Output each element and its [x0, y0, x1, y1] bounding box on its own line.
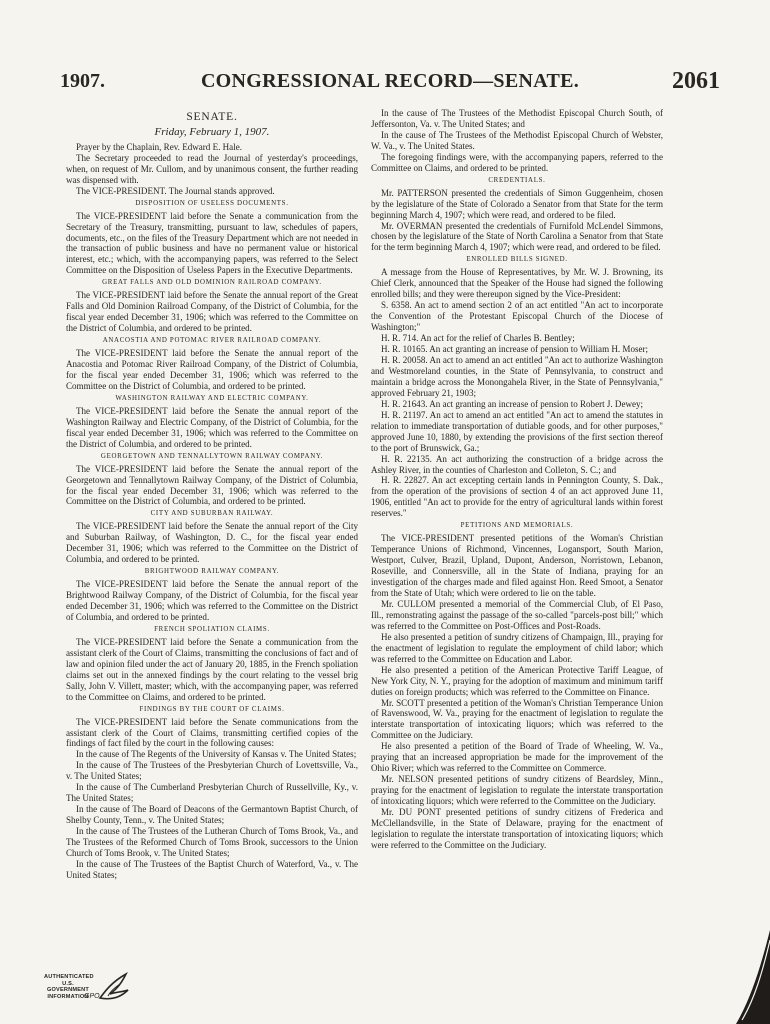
heading-washington-railway: WASHINGTON RAILWAY AND ELECTRIC COMPANY.: [115, 394, 309, 402]
right-column: [371, 108, 663, 851]
heading-french-spoliation: FRENCH SPOLIATION CLAIMS.: [154, 625, 270, 633]
heading-great-falls: GREAT FALLS AND OLD DOMINION RAILROAD COMPANY.: [102, 279, 322, 287]
paragraph-useless-documents: The VICE-PRESIDENT laid before the Senate a communication from the Secretary of the Treasury, transmitting, pursuant to law, schedules of papers, documents, etc., on the files of the Treasury Department which are not needed in the transaction of public business and have no permanent value or historical interest, etc.; which, with the accompanying papers, was referred to the Select Committee on the Disposition of Useless Papers in the Executive Departments.: [66, 210, 358, 276]
journal-approved: The VICE-PRESIDENT. The Journal stands approved.: [76, 185, 275, 196]
heading-georgetown: GEORGETOWN AND TENNALLYTOWN RAILWAY COMPANY.: [100, 452, 324, 460]
authenticated-badge: [44, 970, 134, 1008]
paragraph-scott: Mr. SCOTT presented a petition of the Woman's Christian Temperance Union of Ravenswood, W. Va., praying for the enactment of legislation to regulate the interstate transportation of intoxicating liquors; which was referred to the Committee on the Judiciary.: [371, 697, 663, 741]
paragraph-city-suburban: The VICE-PRESIDENT laid before the Senate the annual report of the City and Suburban Railway, of Washington, D. C., for the fiscal year ended December 31, 1906; which was referred to the Committee on the District of Columbia, and ordered to be printed.: [66, 521, 358, 565]
bill-item: H. R. 20058. An act to amend an act entitled "An act to authorize Washington and Westmoreland counties, in the State of Pennsylvania, to construct and maintain a bridge across the Monongahela River, in the State of Pennsylvania," approved February 21, 1903;: [371, 354, 663, 398]
bill-item: H. R. 714. An act for the relief of Charles B. Bentley;: [381, 333, 575, 344]
cause-item: In the cause of The Trustees of the Presbyterian Church of Lovettsville, Va., v. The United States;: [66, 760, 358, 782]
heading-petitions: PETITIONS AND MEMORIALS.: [460, 522, 574, 530]
heading-credentials: CREDENTIALS.: [488, 176, 546, 184]
session-date: Friday, February 1, 1907.: [154, 125, 270, 138]
badge-line-2: U.S. GOVERNMENT: [46, 980, 90, 993]
gpo-eagle-icon: [96, 970, 132, 1004]
paragraph-patterson: Mr. PATTERSON presented the credentials of Simon Guggenheim, chosen by the legislature of the State of Colorado a Senator from that State for the term beginning March 4, 1907; which were read, and ordered to be filed.: [371, 187, 663, 220]
heading-enrolled-bills: ENROLLED BILLS SIGNED.: [466, 256, 568, 264]
header-title: CONGRESSIONAL RECORD—SENATE.: [200, 70, 580, 92]
prayer-line: Prayer by the Chaplain, Rev. Edward E. Hale.: [76, 141, 242, 152]
bill-item: H. R. 21643. An act granting an increase of pension to Robert J. Dewey;: [381, 398, 644, 409]
heading-useless-documents: DISPOSITION OF USELESS DOCUMENTS.: [135, 199, 289, 207]
section-title: SENATE.: [186, 111, 238, 123]
heading-city-suburban: CITY AND SUBURBAN RAILWAY.: [150, 510, 274, 518]
paragraph-scott-wheeling: He also presented a petition of the Board of Trade of Wheeling, W. Va., praying that an increased appropriation be made for the improvement of the Ohio River; which was referred to the Committee on Commerce.: [371, 741, 663, 774]
paragraph-vice-president-petitions: The VICE-PRESIDENT presented petitions of the Woman's Christian Temperance Unions of Richmond, Vincennes, Logansport, South Marion, Westport, Culver, Brazil, Upland, Dupont, Anderson, Norristown, Lebanon, Roseville, and Connersville, all in the State of Indiana, praying for an investigation of the charges made and filed against Hon. Reed Smoot, a Senator from the State of Utah; which were ordered to lie on the table.: [371, 533, 663, 598]
paragraph-anacostia: The VICE-PRESIDENT laid before the Senate the annual report of the Anacostia and Potomac River Railroad Company, of the District of Columbia, for the fiscal year ended December 31, 1906; which was referred to the Committee on the District of Columbia, and ordered to be printed.: [66, 348, 358, 391]
paragraph-house-message: A message from the House of Representatives, by Mr. W. J. Browning, its Chief Clerk, announced that the Speaker of the House had signed the following enrolled bills; and they were thereupon signed by the Vice-President:: [371, 267, 663, 300]
heading-anacostia: ANACOSTIA AND POTOMAC RIVER RAILROAD COMPANY.: [102, 337, 322, 345]
bill-item: H. R. 22827. An act excepting certain lands in Pennington County, S. Dak., from the operation of the provisions of section 4 of an act approved June 11, 1906, entitled "An act to provide for the entry of agricultural lands within forest reserves.": [371, 475, 663, 519]
paragraph-du-pont: Mr. DU PONT presented petitions of sundry citizens of Frederica and McClellandsville, in the State of Delaware, praying for the enactment of legislation to regulate the interstate transportation of intoxicating liquors; which were referred to the Committee on the Judiciary.: [371, 807, 663, 850]
header-page-number: 2061: [672, 68, 720, 94]
paragraph-great-falls: The VICE-PRESIDENT laid before the Senate the annual report of the Great Falls and Old Dominion Railroad Company, of the District of Columbia, for the fiscal year ended December 31, 1906; which was referred to the Committee on the District of Columbia, and ordered to be printed.: [66, 290, 358, 334]
journal-paragraph: The Secretary proceeded to read the Journal of yesterday's proceedings, when, on request of Mr. Cullom, and by unanimous consent, the further reading was dispensed with.: [66, 152, 358, 185]
page-header: [60, 70, 720, 96]
badge-line-1: AUTHENTICATED: [44, 974, 94, 980]
badge-line-3: INFORMATION: [47, 993, 89, 1000]
heading-brightwood: BRIGHTWOOD RAILWAY COMPANY.: [144, 568, 280, 576]
badge-gpo: GPO: [84, 993, 100, 1000]
cause-item: In the cause of The Cumberland Presbyterian Church of Russellville, Ky., v. The United States;: [66, 782, 358, 804]
bill-item: H. R. 22135. An act authorizing the construction of a bridge across the Ashley River, in the counties of Charleston and Colleton, S. C.; and: [371, 453, 663, 475]
paragraph-georgetown: The VICE-PRESIDENT laid before the Senate the annual report of the Georgetown and Tennallytown Railway Company, of the District of Columbia, for the fiscal year ended December 31, 1906; which was referred to the Committee on the District of Columbia, and ordered to be printed.: [66, 463, 358, 507]
causes-referral: The foregoing findings were, with the accompanying papers, referred to the Committee on Claims, and ordered to be printed.: [371, 151, 663, 173]
cause-item: In the cause of The Trustees of the Methodist Episcopal Church of Webster, W. Va., v. The United States.: [371, 129, 663, 151]
cause-item: In the cause of The Trustees of the Methodist Episcopal Church South, of Jeffersonton, Va. v. The United States; and: [371, 108, 663, 129]
paragraph-cullom-tariff: He also presented a petition of the American Protective Tariff League, of New York City, N. Y., praying for the adoption of maximum and minimum tariff duties on foreign products; which was referred to the Committee on Finance.: [371, 664, 663, 697]
left-column: [66, 108, 358, 881]
paragraph-nelson: Mr. NELSON presented petitions of sundry citizens of Beardsley, Minn., praying for the enactment of legislation to regulate the interstate transportation of intoxicating liquors; which were referred to the Committee on the Judiciary.: [371, 774, 663, 807]
cause-item: In the cause of The Board of Deacons of the Germantown Baptist Church, of Shelby County, Tenn., v. The United States;: [66, 804, 358, 826]
header-year: 1907.: [60, 70, 105, 92]
bill-item: H. R. 10165. An act granting an increase of pension to William H. Moser;: [381, 344, 649, 355]
bill-item: S. 6358. An act to amend section 2 of an act entitled "An act to incorporate the Convention of the Protestant Episcopal Church of the Diocese of Washington;": [371, 300, 663, 333]
paragraph-brightwood: The VICE-PRESIDENT laid before the Senate the annual report of the Brightwood Railway Company, of the District of Columbia, for the fiscal year ended December 31, 1906; which was referred to the Committee on the District of Columbia, and ordered to be printed.: [66, 579, 358, 622]
page-curl-icon: [736, 930, 770, 1024]
paragraph-court-findings: The VICE-PRESIDENT laid before the Senate communications from the assistant clerk of the Court of Claims, transmitting certified copies of the findings of fact filed by the court in the following causes:: [66, 716, 358, 749]
paragraph-cullom-child-labor: He also presented a petition of sundry citizens of Champaign, Ill., praying for the enactment of legislation to regulate the employment of child labor; which was referred to the Committee on Education and Labor.: [371, 631, 663, 664]
paragraph-washington-railway: The VICE-PRESIDENT laid before the Senate the annual report of the Washington Railway and Electric Company, of the District of Columbia, for the fiscal year ended December 31, 1906; which was referred to the Committee on the District of Columbia, and ordered to be printed.: [66, 405, 358, 449]
paragraph-french-spoliation: The VICE-PRESIDENT laid before the Senate a communication from the assistant clerk of the Court of Claims, transmitting the conclusions of fact and of law and opinion filed under the act of January 20, 1885, in the French spoliation claims set out in the annexed findings by the court relating to the vessel brig Sally, John V. Villett, master; which, with the accompanying paper, was referred to the Committee on Claims, and ordered to be printed.: [66, 636, 358, 702]
cause-item: In the cause of The Trustees of the Baptist Church of Waterford, Va., v. The United States;: [66, 858, 358, 880]
paragraph-overman: Mr. OVERMAN presented the credentials of Furnifold McLendel Simmons, chosen by the legislature of the State of North Carolina a Senator from that State for the term beginning March 4, 1907; which were read, and ordered to be filed.: [371, 220, 663, 253]
cause-item: In the cause of The Regents of the University of Kansas v. The United States;: [76, 749, 357, 760]
bill-item: H. R. 21197. An act to amend an act entitled "An act to amend the statutes in relation to immediate transportation of dutiable goods, and for other purposes," approved June 10, 1880, by extending the provisions of the first section thereof to the port of Brunswick, Ga.;: [371, 409, 663, 453]
heading-court-findings: FINDINGS BY THE COURT OF CLAIMS.: [139, 705, 285, 713]
paragraph-cullom: Mr. CULLOM presented a memorial of the Commercial Club, of El Paso, Ill., remonstrating against the passage of the so-called "parcels-post bill;" which was referred to the Committee on Post-Offices and Post-Roads.: [371, 598, 663, 631]
cause-item: In the cause of The Trustees of the Lutheran Church of Toms Brook, Va., and The Trustees of the Reformed Church of Toms Brook, successors to the Union Church of Toms Brook, v. The United States;: [66, 826, 358, 858]
